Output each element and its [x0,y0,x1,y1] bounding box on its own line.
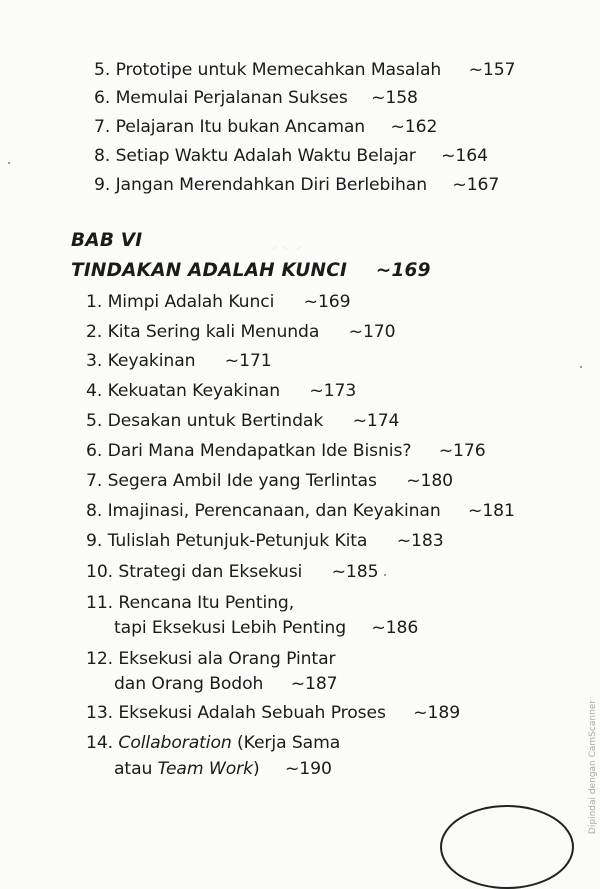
entry-number: 8. [86,501,103,521]
toc-entry[interactable] [86,320,395,344]
chapter-title: TINDAKAN ADALAH KUNCI [71,260,348,281]
entry-number: 1. [86,292,103,312]
entry-number: 10. [86,562,114,582]
entry-page: ~190 [284,759,332,779]
entry-title: Kekuatan Keyakinan [107,381,280,401]
entry-title-line2: tapi Eksekusi Lebih Penting [114,618,346,638]
bleed-through-text: ˏ ˎ ˏ [270,232,303,250]
entry-title: Dari Mana Mendapatkan Ide Bisnis? [107,441,412,461]
toc-entry[interactable] [86,529,444,553]
entry-title: Desakan untuk Bertindak [107,411,324,431]
toc-entry[interactable] [86,647,335,671]
toc-entry[interactable] [86,349,272,373]
chapter-label: BAB VI [71,230,143,251]
chapter-heading[interactable] [71,260,431,281]
stamp-arc [440,805,574,889]
toc-entry[interactable] [94,115,437,139]
entry-number: 12. [86,649,114,669]
toc-entry[interactable] [94,86,418,110]
entry-number: 9. [94,175,111,195]
entry-number: 7. [86,471,103,491]
chapter-page: ~169 [375,260,431,281]
entry-number: 9. [86,531,103,551]
scan-speck [384,574,386,576]
toc-entry[interactable] [94,173,499,197]
entry-page: ~157 [468,60,516,80]
toc-entry[interactable] [86,499,515,523]
entry-number: 6. [94,88,111,108]
entry-page: ~158 [371,88,418,108]
entry-title-line2: dan Orang Bodoh [114,674,264,694]
entry-number: 13. [86,703,114,723]
toc-entry[interactable] [94,144,488,168]
entry-page: ~173 [309,381,357,401]
entry-page: ~162 [390,117,438,137]
entry-page: ~171 [224,351,272,371]
entry-page: ~174 [352,411,400,431]
entry-page: ~167 [452,175,500,195]
scan-speck [8,162,10,164]
entry-title: Jangan Merendahkan Diri Berlebihan [115,175,428,195]
entry-title: Memulai Perjalanan Sukses [115,88,348,108]
entry-title: Setiap Waktu Adalah Waktu Belajar [115,146,416,166]
entry-page: ~185 [331,562,379,582]
entry-title: (Kerja Sama [231,733,341,753]
entry-title-line2-end: ) [253,759,260,779]
entry-number: 6. [86,441,103,461]
entry-title: Eksekusi ala Orang Pintar [118,649,336,669]
toc-entry-continuation[interactable] [114,672,338,696]
entry-number: 5. [86,411,103,431]
toc-entry[interactable] [86,439,486,463]
toc-entry[interactable] [94,58,515,82]
entry-number: 14. [86,733,114,753]
toc-entry[interactable] [86,379,356,403]
entry-page: ~189 [413,703,461,723]
entry-number: 3. [86,351,103,371]
entry-title: Imajinasi, Perencanaan, dan Keyakinan [107,501,441,521]
entry-title: Mimpi Adalah Kunci [107,292,275,312]
entry-title: Keyakinan [107,351,196,371]
entry-title: Segera Ambil Ide yang Terlintas [107,471,377,491]
entry-title: Strategi dan Eksekusi [118,562,303,582]
entry-title-line2-italic: Team Work [157,759,253,779]
entry-title: Pelajaran Itu bukan Ancaman [115,117,366,137]
entry-title: Tulislah Petunjuk-Petunjuk Kita [107,531,368,551]
toc-entry-continuation[interactable] [114,616,418,640]
entry-title-italic: Collaboration [118,733,232,753]
entry-page: ~186 [371,618,419,638]
toc-entry[interactable] [86,560,378,584]
toc-entry[interactable] [86,469,453,493]
scanner-watermark: Dipindai dengan CamScanner [588,700,598,835]
entry-page: ~170 [348,322,396,342]
entry-number: 8. [94,146,111,166]
entry-number: 11. [86,593,114,613]
entry-title: Kita Sering kali Menunda [107,322,320,342]
entry-page: ~187 [290,674,338,694]
entry-page: ~183 [396,531,444,551]
entry-page: ~176 [438,441,486,461]
toc-entry[interactable] [86,731,340,755]
entry-title-line2: atau [114,759,158,779]
entry-page: ~181 [468,501,515,521]
toc-entry[interactable] [86,591,294,615]
entry-title: Eksekusi Adalah Sebuah Proses [118,703,386,723]
entry-number: 4. [86,381,103,401]
toc-entry[interactable] [86,701,460,725]
entry-title: Rencana Itu Penting, [118,593,295,613]
entry-number: 2. [86,322,103,342]
entry-number: 7. [94,117,111,137]
entry-title: Prototipe untuk Memecahkan Masalah [115,60,442,80]
scan-speck [580,366,582,368]
toc-entry-continuation[interactable] [114,757,332,781]
toc-entry[interactable] [86,290,350,314]
entry-page: ~180 [406,471,453,491]
entry-page: ~169 [303,292,351,312]
toc-entry[interactable] [86,409,399,433]
entry-number: 5. [94,60,111,80]
entry-page: ~164 [441,146,488,166]
